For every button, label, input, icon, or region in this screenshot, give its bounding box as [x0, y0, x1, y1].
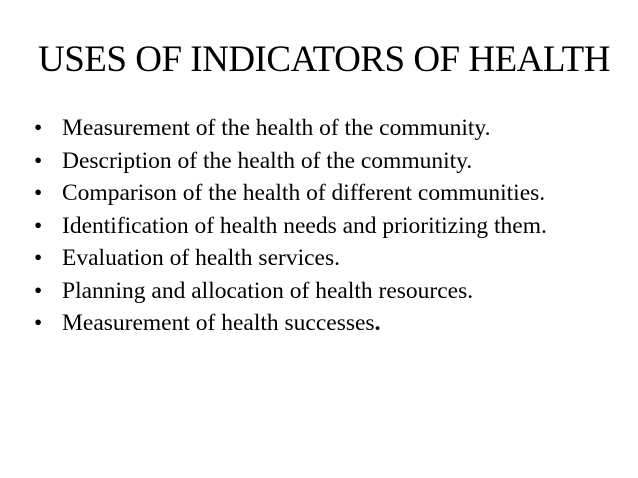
bullet-icon: • [34, 277, 43, 304]
slide-title: USES OF INDICATORS OF HEALTH [38, 39, 610, 80]
bullet-icon: • [34, 115, 43, 141]
bullet-icon: • [34, 147, 43, 174]
list-item [34, 245, 604, 272]
bullet-icon: • [34, 245, 43, 271]
list-item-text: Identification of health needs and prioritizing them. [62, 212, 547, 239]
list-item-text: Measurement of health successes [62, 310, 375, 336]
list-item [34, 278, 604, 305]
list-item [34, 115, 604, 142]
bullet-list [34, 115, 604, 343]
bullet-icon: • [34, 310, 43, 336]
list-item-end-punctuation: . [374, 310, 381, 336]
list-item [34, 310, 604, 337]
list-item [34, 213, 604, 240]
list-item-text: Evaluation of health services. [62, 245, 340, 271]
list-item [34, 148, 604, 175]
bullet-icon: • [34, 212, 43, 239]
list-item-text: Planning and allocation of health resources. [62, 277, 474, 304]
list-item [34, 180, 604, 207]
list-item-text: Description of the health of the community. [62, 147, 473, 174]
list-item-text: Measurement of the health of the community. [62, 115, 491, 141]
bullet-icon: • [34, 180, 43, 206]
list-item-text: Comparison of the health of different communities. [62, 180, 546, 206]
